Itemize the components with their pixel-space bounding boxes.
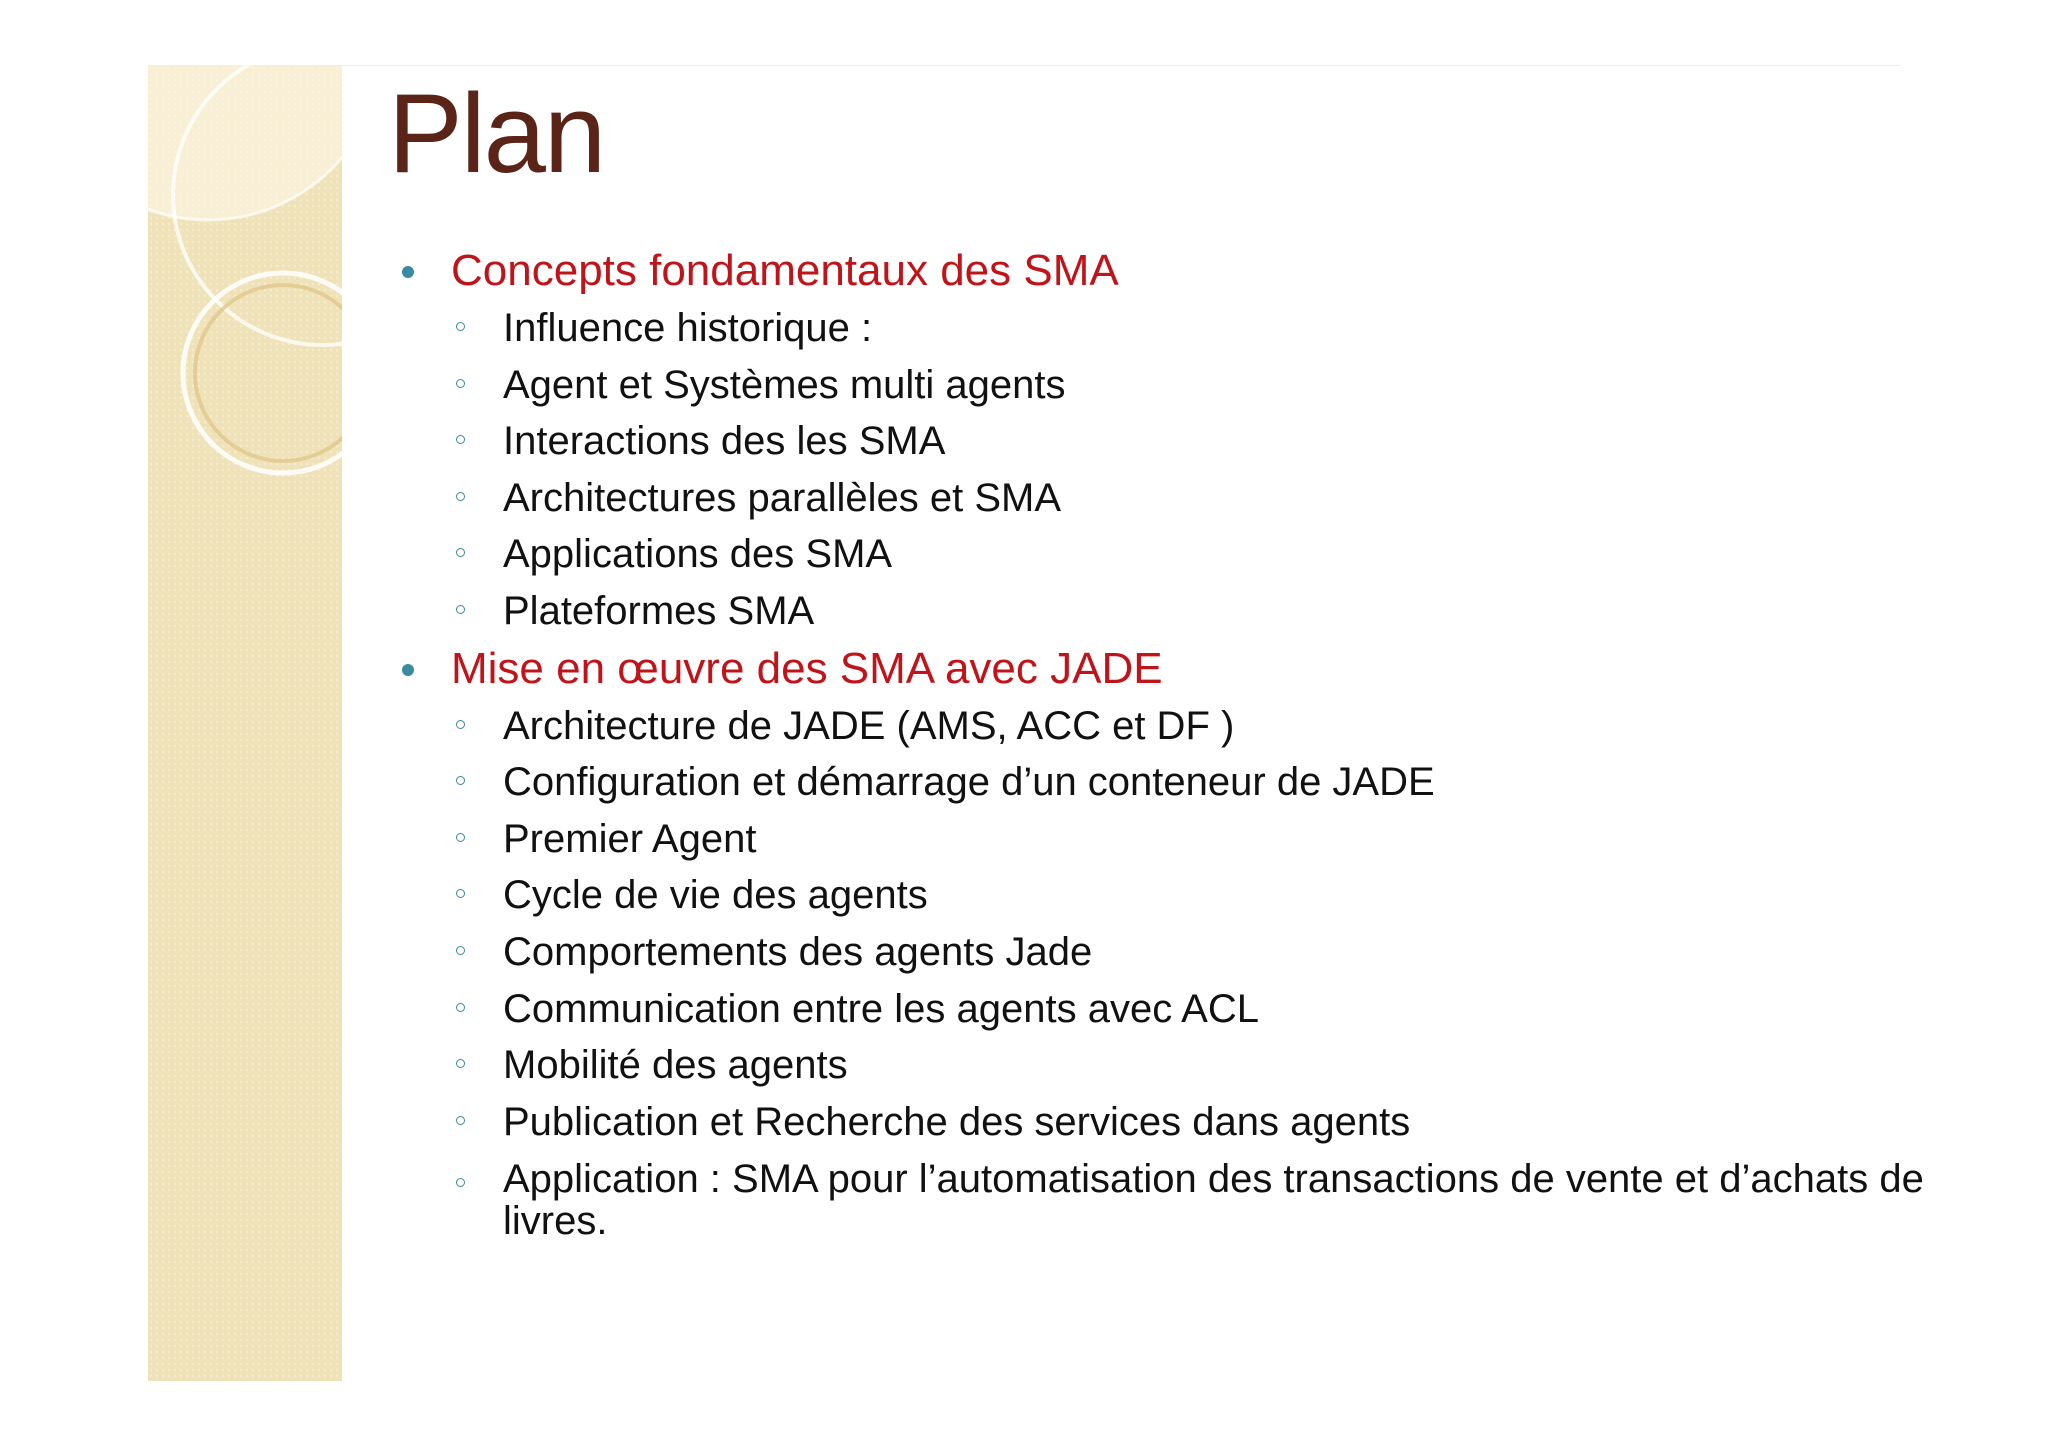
ring-bullet-icon — [456, 1003, 465, 1012]
list-item — [396, 1037, 1928, 1094]
list-item-text: Application : SMA pour l’automatisation des transactions de vente et d’achats de livres. — [503, 1157, 1924, 1244]
list-item — [396, 698, 1928, 755]
decorative-side-band — [148, 65, 342, 1381]
ring-bullet-icon — [456, 833, 465, 842]
ring-bullet-icon — [456, 776, 465, 785]
ring-bullet-icon — [456, 889, 465, 898]
list-item-text: Influence historique : — [503, 306, 873, 350]
ring-bullet-icon — [456, 435, 465, 444]
section-concepts — [396, 242, 1928, 640]
list-item — [396, 357, 1928, 414]
list-item — [396, 526, 1928, 583]
list-item-text: Premier Agent — [503, 816, 757, 861]
list-item — [396, 754, 1928, 811]
list-item — [396, 924, 1928, 981]
section-heading-text: Mise en œuvre des SMA avec JADE — [451, 643, 1163, 693]
list-item — [396, 470, 1928, 527]
bullet-dot-icon — [402, 266, 414, 278]
ring-bullet-icon — [456, 1059, 465, 1068]
bullet-dot-icon — [402, 664, 414, 676]
list-item-text: Agent et Systèmes multi agents — [503, 362, 1066, 407]
list-item — [396, 981, 1928, 1038]
list-item-text: Applications des SMA — [503, 532, 893, 577]
sub-item-list — [396, 300, 1928, 640]
list-item-text: Architectures parallèles et SMA — [503, 475, 1062, 520]
list-item — [396, 1150, 1928, 1242]
section-heading — [396, 242, 1928, 300]
list-item-text: Architecture de JADE (AMS, ACC et DF ) — [503, 703, 1235, 748]
decorative-circles — [148, 65, 342, 1381]
list-item-text: Mobilité des agents — [503, 1043, 848, 1088]
ring-bullet-icon — [456, 548, 465, 557]
list-item — [396, 413, 1928, 470]
ring-bullet-icon — [456, 720, 465, 729]
list-item — [396, 1094, 1928, 1151]
list-item — [396, 867, 1928, 924]
list-item-text: Communication entre les agents avec ACL — [503, 986, 1259, 1031]
ring-bullet-icon — [456, 946, 465, 955]
ring-bullet-icon — [456, 492, 465, 501]
top-rule-divider — [342, 65, 1900, 66]
list-item-text: Interactions des les SMA — [503, 419, 946, 464]
list-item — [396, 811, 1928, 868]
sub-item-list — [396, 698, 1928, 1243]
list-item — [396, 583, 1928, 640]
ring-bullet-icon — [456, 322, 465, 331]
list-item-text: Cycle de vie des agents — [503, 873, 928, 918]
list-item — [396, 300, 1928, 357]
outline-list — [396, 242, 1928, 1242]
list-item-text: Configuration et démarrage d’un conteneur de JADE — [503, 760, 1435, 805]
section-heading — [396, 640, 1928, 698]
list-item-text: Plateformes SMA — [503, 588, 815, 633]
list-item-text: Publication et Recherche des services dans agents — [503, 1099, 1411, 1144]
section-jade — [396, 640, 1928, 1243]
ring-bullet-icon — [456, 1178, 465, 1187]
slide-title: Plan — [388, 71, 605, 196]
list-item-text: Comportements des agents Jade — [503, 929, 1093, 974]
section-heading-text: Concepts fondamentaux des SMA — [451, 246, 1119, 295]
ring-bullet-icon — [456, 605, 465, 614]
ring-bullet-icon — [456, 1116, 465, 1125]
ring-bullet-icon — [456, 379, 465, 388]
